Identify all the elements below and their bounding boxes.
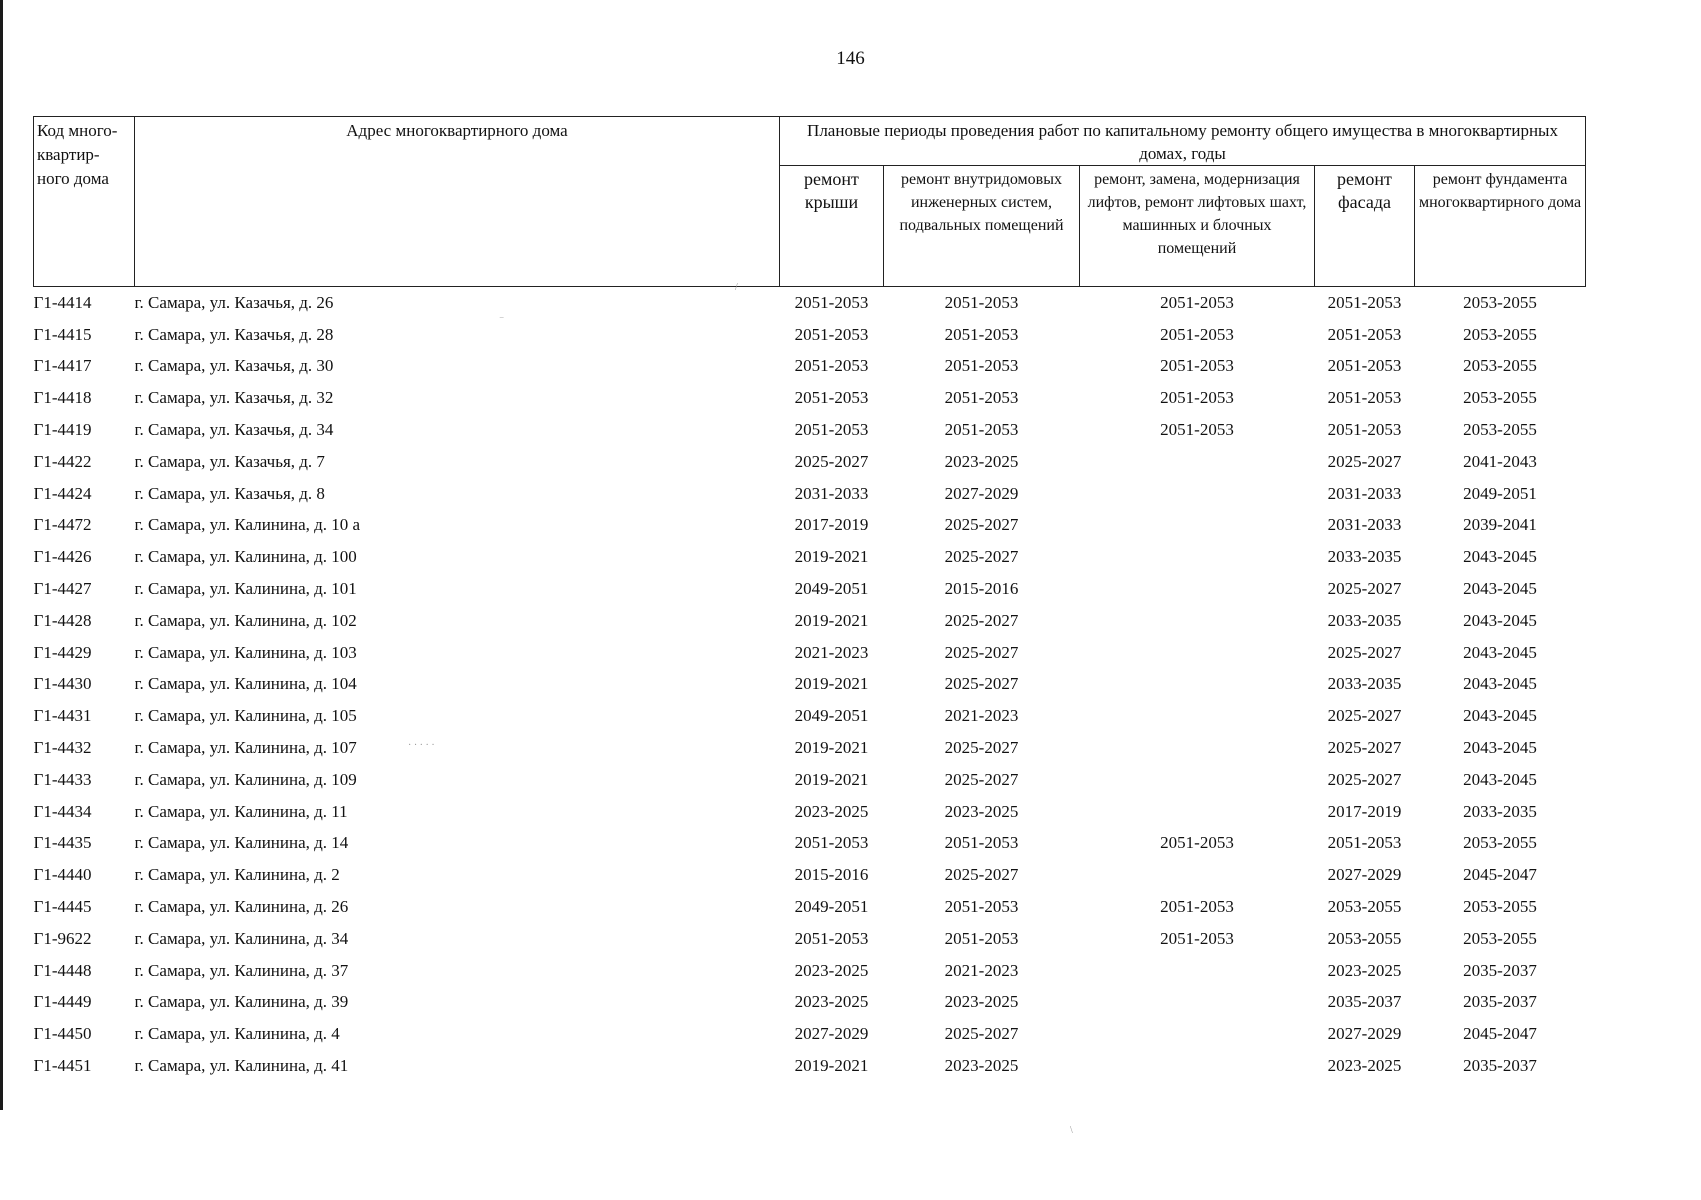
table-row <box>34 764 1586 796</box>
elevators-period <box>1080 446 1315 478</box>
table-row <box>34 541 1586 573</box>
table-row <box>34 319 1586 351</box>
elevators-period <box>1080 669 1315 701</box>
table-row <box>34 732 1586 764</box>
table-row <box>34 955 1586 987</box>
facade-period: 2031-2033 <box>1327 483 1402 503</box>
foundation-period: 2043-2045 <box>1463 706 1537 726</box>
header-roof: ремонт крыши <box>780 166 884 287</box>
elevators-period <box>1080 764 1315 796</box>
facade-period: 2027-2029 <box>1327 1024 1402 1044</box>
elevators-period <box>1080 987 1315 1019</box>
engineering-period: 2023-2025 <box>944 1056 1019 1076</box>
roof-period: 2049-2051 <box>794 579 869 599</box>
foundation-period: 2035-2037 <box>1463 960 1537 980</box>
elevators-period: 2051-2053 <box>1160 928 1234 948</box>
facade-period: 2035-2037 <box>1327 992 1402 1012</box>
facade-period: 2053-2055 <box>1327 897 1402 917</box>
house-code: Г1-4433 <box>33 769 92 789</box>
elevators-period <box>1080 700 1315 732</box>
house-address: г. Самара, ул. Калинина, д. 10 а <box>134 515 361 535</box>
facade-period: 2033-2035 <box>1327 674 1402 694</box>
facade-period: 2025-2027 <box>1327 738 1402 758</box>
foundation-period: 2045-2047 <box>1463 1024 1537 1044</box>
roof-period: 2019-2021 <box>794 674 869 694</box>
foundation-period: 2043-2045 <box>1463 674 1537 694</box>
house-address: г. Самара, ул. Калинина, д. 102 <box>134 610 357 630</box>
repair-schedule-table <box>33 116 1586 1082</box>
engineering-period: 2025-2027 <box>944 769 1019 789</box>
header-foundation: ремонт фундамента многоквартирного дома <box>1415 166 1586 287</box>
engineering-period: 2021-2023 <box>944 706 1019 726</box>
engineering-period: 2025-2027 <box>944 515 1019 535</box>
house-address: г. Самара, ул. Казачья, д. 7 <box>134 451 325 471</box>
scan-speck: \ <box>1070 1125 1073 1136</box>
house-code: Г1-4417 <box>33 356 92 376</box>
table-row <box>34 414 1586 446</box>
house-code: Г1-9622 <box>33 928 92 948</box>
roof-period: 2023-2025 <box>794 960 869 980</box>
roof-period: 2027-2029 <box>794 1024 869 1044</box>
elevators-period <box>1080 1018 1315 1050</box>
house-code: Г1-4434 <box>33 801 92 821</box>
scan-edge-line <box>0 0 3 1110</box>
elevators-period <box>1080 859 1315 891</box>
scan-speck: · · · · · <box>408 740 435 751</box>
engineering-period: 2025-2027 <box>944 1024 1019 1044</box>
table-row <box>34 287 1586 319</box>
foundation-period: 2053-2055 <box>1463 324 1537 344</box>
roof-period: 2023-2025 <box>794 801 869 821</box>
page-number: 146 <box>836 48 865 69</box>
facade-period: 2027-2029 <box>1327 865 1402 885</box>
elevators-period: 2051-2053 <box>1160 897 1234 917</box>
facade-period: 2031-2033 <box>1327 515 1402 535</box>
foundation-period: 2043-2045 <box>1463 579 1537 599</box>
house-address: г. Самара, ул. Калинина, д. 100 <box>134 547 357 567</box>
roof-period: 2051-2053 <box>794 388 869 408</box>
table-row <box>34 510 1586 542</box>
roof-period: 2019-2021 <box>794 610 869 630</box>
foundation-period: 2053-2055 <box>1463 833 1537 853</box>
house-address: г. Самара, ул. Калинина, д. 34 <box>134 928 349 948</box>
facade-period: 2051-2053 <box>1327 833 1402 853</box>
house-code: Г1-4445 <box>33 897 92 917</box>
house-code: Г1-4428 <box>33 610 92 630</box>
table-row <box>34 669 1586 701</box>
facade-period: 2053-2055 <box>1327 928 1402 948</box>
table-row <box>34 700 1586 732</box>
roof-period: 2019-2021 <box>794 769 869 789</box>
engineering-period: 2051-2053 <box>944 833 1019 853</box>
engineering-period: 2027-2029 <box>944 483 1019 503</box>
facade-period: 2033-2035 <box>1327 547 1402 567</box>
house-code: Г1-4419 <box>33 420 92 440</box>
foundation-period: 2053-2055 <box>1463 388 1537 408</box>
roof-period: 2051-2053 <box>794 928 869 948</box>
house-address: г. Самара, ул. Калинина, д. 4 <box>134 1024 340 1044</box>
roof-period: 2031-2033 <box>794 483 869 503</box>
house-code: Г1-4418 <box>33 388 92 408</box>
table-row <box>34 891 1586 923</box>
facade-period: 2025-2027 <box>1327 579 1402 599</box>
roof-period: 2019-2021 <box>794 738 869 758</box>
table-row <box>34 573 1586 605</box>
elevators-period <box>1080 541 1315 573</box>
foundation-period: 2053-2055 <box>1463 420 1537 440</box>
engineering-period: 2025-2027 <box>944 610 1019 630</box>
foundation-period: 2035-2037 <box>1463 1056 1537 1076</box>
facade-period: 2051-2053 <box>1327 324 1402 344</box>
house-code: Г1-4448 <box>33 960 92 980</box>
engineering-period: 2023-2025 <box>944 801 1019 821</box>
house-address: г. Самара, ул. Казачья, д. 8 <box>134 483 325 503</box>
house-address: г. Самара, ул. Казачья, д. 34 <box>134 420 334 440</box>
roof-period: 2019-2021 <box>794 547 869 567</box>
house-address: г. Самара, ул. Калинина, д. 107 <box>134 738 357 758</box>
roof-period: 2019-2021 <box>794 1056 869 1076</box>
table-row <box>34 1018 1586 1050</box>
roof-period: 2051-2053 <box>794 356 869 376</box>
scan-speck: / <box>735 282 738 293</box>
house-address: г. Самара, ул. Казачья, д. 28 <box>134 324 334 344</box>
house-address: г. Самара, ул. Калинина, д. 41 <box>134 1056 349 1076</box>
house-code: Г1-4427 <box>33 579 92 599</box>
table-row <box>34 605 1586 637</box>
facade-period: 2025-2027 <box>1327 451 1402 471</box>
facade-period: 2023-2025 <box>1327 1056 1402 1076</box>
scan-speck: ‾ <box>500 318 504 329</box>
elevators-period: 2051-2053 <box>1160 292 1234 312</box>
foundation-period: 2053-2055 <box>1463 292 1537 312</box>
roof-period: 2025-2027 <box>794 451 869 471</box>
roof-period: 2049-2051 <box>794 706 869 726</box>
engineering-period: 2023-2025 <box>944 451 1019 471</box>
facade-period: 2033-2035 <box>1327 610 1402 630</box>
roof-period: 2051-2053 <box>794 324 869 344</box>
foundation-period: 2033-2035 <box>1463 801 1537 821</box>
elevators-period <box>1080 573 1315 605</box>
table-row <box>34 351 1586 383</box>
engineering-period: 2051-2053 <box>944 897 1019 917</box>
table-row <box>34 637 1586 669</box>
engineering-period: 2021-2023 <box>944 960 1019 980</box>
elevators-period <box>1080 732 1315 764</box>
engineering-period: 2025-2027 <box>944 642 1019 662</box>
house-address: г. Самара, ул. Калинина, д. 14 <box>134 833 349 853</box>
engineering-period: 2051-2053 <box>944 356 1019 376</box>
facade-period: 2051-2053 <box>1327 356 1402 376</box>
house-code: Г1-4415 <box>33 324 92 344</box>
house-address: г. Самара, ул. Казачья, д. 32 <box>134 388 334 408</box>
foundation-period: 2043-2045 <box>1463 547 1537 567</box>
table-row <box>34 1050 1586 1082</box>
roof-period: 2023-2025 <box>794 992 869 1012</box>
facade-period: 2017-2019 <box>1327 801 1402 821</box>
roof-period: 2021-2023 <box>794 642 869 662</box>
table-row <box>34 478 1586 510</box>
roof-period: 2017-2019 <box>794 515 869 535</box>
engineering-period: 2051-2053 <box>944 420 1019 440</box>
foundation-period: 2035-2037 <box>1463 992 1537 1012</box>
engineering-period: 2025-2027 <box>944 738 1019 758</box>
facade-period: 2025-2027 <box>1327 642 1402 662</box>
house-code: Г1-4451 <box>33 1056 92 1076</box>
roof-period: 2049-2051 <box>794 897 869 917</box>
table-header <box>34 117 1586 287</box>
header-periods-group: Плановые периоды проведения работ по капитальному ремонту общего имущества в многоквартирных домах, годы <box>780 117 1586 166</box>
engineering-period: 2051-2053 <box>944 928 1019 948</box>
elevators-period: 2051-2053 <box>1160 420 1234 440</box>
house-code: Г1-4424 <box>33 483 92 503</box>
engineering-period: 2051-2053 <box>944 292 1019 312</box>
elevators-period <box>1080 605 1315 637</box>
foundation-period: 2053-2055 <box>1463 897 1537 917</box>
roof-period: 2015-2016 <box>794 865 869 885</box>
house-address: г. Самара, ул. Калинина, д. 11 <box>134 801 348 821</box>
header-row-top <box>34 117 1586 166</box>
house-code: Г1-4426 <box>33 547 92 567</box>
facade-period: 2025-2027 <box>1327 706 1402 726</box>
elevators-period <box>1080 510 1315 542</box>
engineering-period: 2025-2027 <box>944 865 1019 885</box>
house-code: Г1-4450 <box>33 1024 92 1044</box>
facade-period: 2051-2053 <box>1327 388 1402 408</box>
elevators-period: 2051-2053 <box>1160 356 1234 376</box>
house-address: г. Самара, ул. Калинина, д. 103 <box>134 642 357 662</box>
engineering-period: 2015-2016 <box>944 579 1019 599</box>
foundation-period: 2049-2051 <box>1463 483 1537 503</box>
foundation-period: 2053-2055 <box>1463 356 1537 376</box>
elevators-period <box>1080 478 1315 510</box>
house-address: г. Самара, ул. Казачья, д. 30 <box>134 356 334 376</box>
engineering-period: 2023-2025 <box>944 992 1019 1012</box>
roof-period: 2051-2053 <box>794 833 869 853</box>
header-address: Адрес многоквартирного дома <box>135 117 780 287</box>
house-address: г. Самара, ул. Казачья, д. 26 <box>134 292 334 312</box>
engineering-period: 2051-2053 <box>944 388 1019 408</box>
engineering-period: 2051-2053 <box>944 324 1019 344</box>
house-code: Г1-4430 <box>33 674 92 694</box>
foundation-period: 2043-2045 <box>1463 769 1537 789</box>
house-code: Г1-4432 <box>33 738 92 758</box>
table-row <box>34 828 1586 860</box>
engineering-period: 2025-2027 <box>944 674 1019 694</box>
house-code: Г1-4435 <box>33 833 92 853</box>
table-row <box>34 796 1586 828</box>
elevators-period <box>1080 955 1315 987</box>
foundation-period: 2041-2043 <box>1463 451 1537 471</box>
house-address: г. Самара, ул. Калинина, д. 2 <box>134 865 340 885</box>
house-address: г. Самара, ул. Калинина, д. 109 <box>134 769 357 789</box>
header-elevators: ремонт, замена, модернизация лифтов, ремонт лифтовых шахт, машинных и блочных помещений <box>1080 166 1315 287</box>
house-code: Г1-4431 <box>33 706 92 726</box>
engineering-period: 2025-2027 <box>944 547 1019 567</box>
facade-period: 2051-2053 <box>1327 292 1402 312</box>
facade-period: 2025-2027 <box>1327 769 1402 789</box>
elevators-period: 2051-2053 <box>1160 388 1234 408</box>
foundation-period: 2043-2045 <box>1463 738 1537 758</box>
table-body <box>34 287 1586 1082</box>
facade-period: 2023-2025 <box>1327 960 1402 980</box>
facade-period: 2051-2053 <box>1327 420 1402 440</box>
house-code: Г1-4429 <box>33 642 92 662</box>
house-code: Г1-4414 <box>33 292 92 312</box>
house-address: г. Самара, ул. Калинина, д. 101 <box>134 579 357 599</box>
elevators-period <box>1080 1050 1315 1082</box>
house-code: Г1-4472 <box>33 515 92 535</box>
house-address: г. Самара, ул. Калинина, д. 37 <box>134 960 349 980</box>
elevators-period: 2051-2053 <box>1160 833 1234 853</box>
table-row <box>34 987 1586 1019</box>
header-code: Код много-квартир-ного дома <box>34 117 135 287</box>
house-code: Г1-4422 <box>33 451 92 471</box>
table-row <box>34 382 1586 414</box>
elevators-period <box>1080 796 1315 828</box>
foundation-period: 2045-2047 <box>1463 865 1537 885</box>
table-row <box>34 923 1586 955</box>
foundation-period: 2039-2041 <box>1463 515 1537 535</box>
roof-period: 2051-2053 <box>794 420 869 440</box>
house-address: г. Самара, ул. Калинина, д. 26 <box>134 897 349 917</box>
table-row <box>34 446 1586 478</box>
house-code: Г1-4440 <box>33 865 92 885</box>
roof-period: 2051-2053 <box>794 292 869 312</box>
elevators-period: 2051-2053 <box>1160 324 1234 344</box>
foundation-period: 2053-2055 <box>1463 928 1537 948</box>
header-engineering: ремонт внутридомовых инженерных систем, подвальных помещений <box>884 166 1080 287</box>
house-address: г. Самара, ул. Калинина, д. 104 <box>134 674 357 694</box>
foundation-period: 2043-2045 <box>1463 642 1537 662</box>
header-facade: ремонт фасада <box>1315 166 1415 287</box>
house-address: г. Самара, ул. Калинина, д. 39 <box>134 992 349 1012</box>
elevators-period <box>1080 637 1315 669</box>
table-row <box>34 859 1586 891</box>
foundation-period: 2043-2045 <box>1463 610 1537 630</box>
house-address: г. Самара, ул. Калинина, д. 105 <box>134 706 357 726</box>
house-code: Г1-4449 <box>33 992 92 1012</box>
